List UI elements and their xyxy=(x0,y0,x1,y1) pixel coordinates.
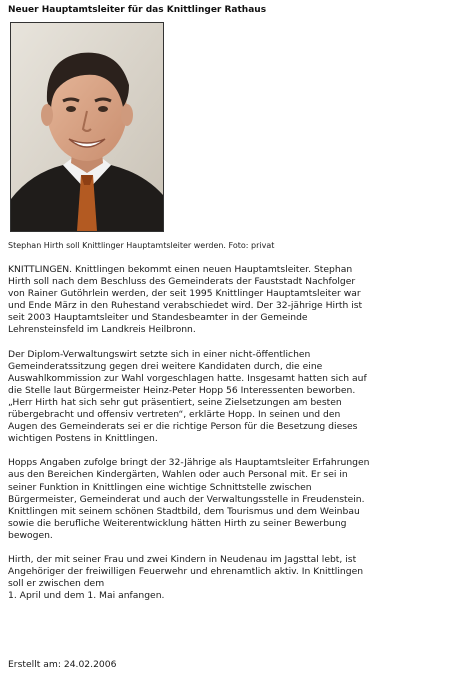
text-line: KNITTLINGEN. Knittlingen bekommt einen neuen Hauptamtsleiter. Stephan xyxy=(8,264,353,275)
text-line: aus den Bereichen Kindergärten, Wahlen oder auch Personal mit. Er sei in xyxy=(8,469,348,481)
text-line: bewogen. xyxy=(8,529,53,541)
paragraph-1 xyxy=(8,264,458,337)
text-line: Hopps Angaben zufolge bringt der 32-Jährige als Hauptamtsleiter Erfahrungen xyxy=(8,457,370,469)
text-line: Auswahlkommission zur Wahl vorgeschlagen hatte. Insgesamt hatten sich auf xyxy=(8,372,367,384)
text-line: Angehöriger der freiwilligen Feuerwehr und ehrenamtlich aktiv. In Knittlingen xyxy=(8,566,364,578)
created-date: Erstellt am: 24.02.2006 xyxy=(8,659,117,670)
text-line: wichtigen Postens in Knittlingen. xyxy=(8,433,158,445)
text-line: Hirth, der mit seiner Frau und zwei Kindern in Neudenau im Jagsttal lebt, ist xyxy=(8,553,357,565)
text-line: seit 2003 Hauptamtsleiter und Standesbeamter in der Gemeinde xyxy=(8,312,308,324)
text-line: seiner Funktion in Knittlingen eine wichtige Schnittstelle zwischen xyxy=(8,481,312,493)
text-line: und Ende März in den Ruhestand verabschiedet wird. Der 32-jährige Hirth ist xyxy=(8,300,363,312)
photo-caption: Stephan Hirth soll Knittlinger Hauptamtsleiter werden. Foto: privat xyxy=(8,241,275,250)
portrait-photo xyxy=(10,22,164,232)
headline: Neuer Hauptamtsleiter für das Knittlinger Rathaus xyxy=(8,5,267,15)
text-line: Gemeinderatssitzung gegen drei weitere Kandidaten durch, die eine xyxy=(8,360,323,372)
text-line: 1. April und dem 1. Mai anfangen. xyxy=(8,590,165,602)
text-line: Hirth soll nach dem Beschluss des Gemeinderats der Fauststadt Nachfolger xyxy=(8,276,356,288)
text-line: von Rainer Gutöhrlein werden, der seit 1995 Knittlinger Hauptamtsleiter war xyxy=(8,288,361,300)
text-line: Bürgermeister, Gemeinderat und auch der Verwaltungsstelle in Freudenstein. xyxy=(8,493,365,505)
article-body xyxy=(8,264,458,614)
text-line: Der Diplom-Verwaltungswirt setzte sich in einer nicht-öffentlichen xyxy=(8,348,311,360)
text-line: Lehrensteinsfeld im Landkreis Heilbronn. xyxy=(8,324,196,336)
text-line: „Herr Hirth hat sich sehr gut präsentiert, seine Zielsetzungen am besten xyxy=(8,396,342,408)
portrait-icon xyxy=(11,23,163,231)
text-line: Knittlingen mit seinem schönen Stadtbild, dem Tourismus und dem Weinbau xyxy=(8,505,360,517)
paragraph-3 xyxy=(8,457,458,542)
paragraph-4 xyxy=(8,554,458,602)
text-line: die Stelle laut Bürgermeister Heinz-Peter Hopp 56 Interessenten beworben. xyxy=(8,384,356,396)
paragraph-2 xyxy=(8,349,458,446)
text-line: Augen des Gemeinderats sei er die richtige Person für die Besetzung dieses xyxy=(8,421,358,433)
text-line: soll er zwischen dem xyxy=(8,578,105,590)
text-line: sowie die berufliche Weiterentwicklung hätten Hirth zu seiner Bewerbung xyxy=(8,517,347,529)
text-line: rübergebracht und offensiv vertreten“, erklärte Hopp. In seinen und den xyxy=(8,409,341,421)
